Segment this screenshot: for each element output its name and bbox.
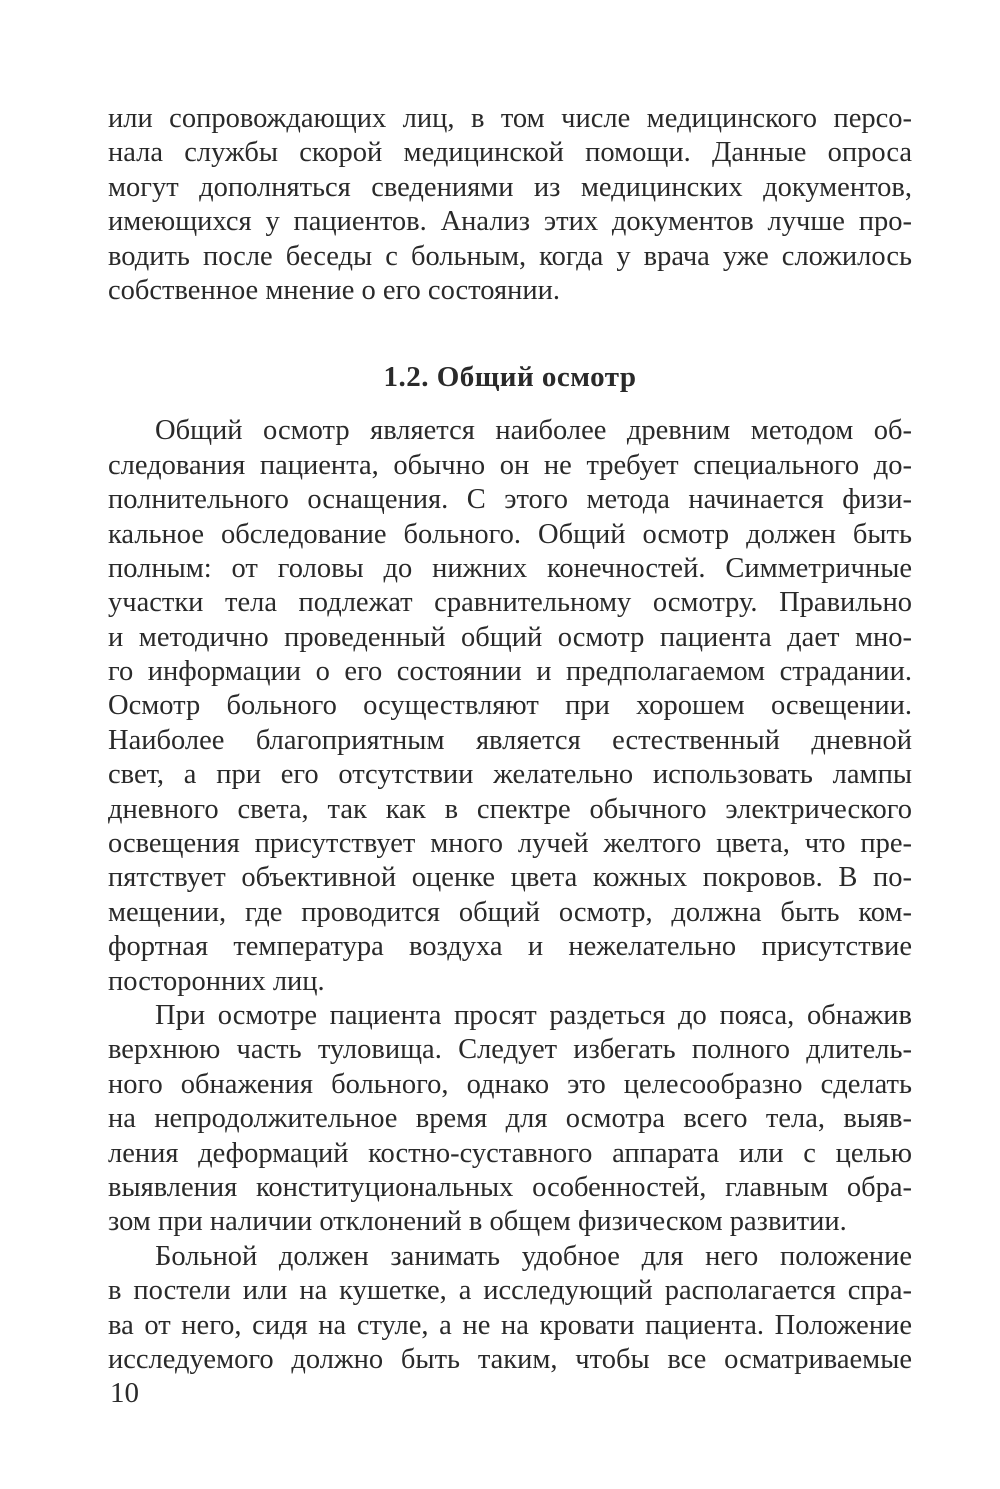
page-body bbox=[108, 102, 912, 1377]
text-line: ва от него, сидя на стуле, а не на кровати пациента. Положение bbox=[108, 1309, 912, 1341]
text-line: исследуемого должно быть таким, чтобы все осматриваемые bbox=[108, 1343, 912, 1375]
text-line: водить после беседы с больным, когда у врача уже сложилось bbox=[108, 240, 912, 272]
text-line: фортная температура воздуха и нежелательно присутствие bbox=[108, 931, 912, 963]
text-line: полнительного оснащения. С этого метода начинается физи- bbox=[108, 484, 912, 516]
text-line: мещении, где проводится общий осмотр, должна быть ком- bbox=[108, 896, 912, 928]
text-line: Наиболее благоприятным является естественный дневной bbox=[108, 724, 912, 756]
text-line: пятствует объективной оценке цвета кожных покровов. В по- bbox=[108, 862, 912, 894]
text-line: кальное обследование больного. Общий осмотр должен быть bbox=[108, 518, 912, 550]
text-line: Осмотр больного осуществляют при хорошем освещении. bbox=[108, 690, 912, 722]
page-number: 10 bbox=[110, 1377, 139, 1409]
text-line: посторонних лиц. bbox=[108, 965, 325, 997]
text-line: дневного света, так как в спектре обычного электрического bbox=[108, 793, 912, 825]
text-line: го информации о его состоянии и предполагаемом страдании. bbox=[108, 656, 912, 688]
paragraph-general-examination bbox=[108, 414, 912, 999]
text-line: освещения присутствует много лучей желтого цвета, что пре- bbox=[108, 828, 912, 860]
text-line: верхнюю часть туловища. Следует избегать полного длитель- bbox=[108, 1034, 912, 1066]
text-line: в постели или на кушетке, а исследующий располагается спра- bbox=[108, 1275, 912, 1307]
text-line: могут дополняться сведениями из медицинских документов, bbox=[108, 171, 912, 203]
text-line: ного обнажения больного, однако это целесообразно сделать bbox=[108, 1068, 912, 1100]
intro-paragraph bbox=[108, 102, 912, 308]
text-line: При осмотре пациента просят раздеться до пояса, обнажив bbox=[155, 999, 912, 1031]
text-line: участки тела подлежат сравнительному осмотру. Правильно bbox=[108, 587, 912, 619]
text-line: нала службы скорой медицинской помощи. Данные опроса bbox=[108, 137, 912, 169]
text-line: и методично проведенный общий осмотр пациента дает мно- bbox=[108, 621, 912, 653]
text-line: следования пациента, обычно он не требует специального до- bbox=[108, 449, 912, 481]
text-line: свет, а при его отсутствии желательно использовать лампы bbox=[108, 759, 912, 791]
text-line: имеющихся у пациентов. Анализ этих документов лучше про- bbox=[108, 206, 912, 238]
text-line: ления деформаций костно-суставного аппарата или с целью bbox=[108, 1137, 912, 1169]
text-line: Больной должен занимать удобное для него положение bbox=[155, 1240, 912, 1272]
text-line: выявления конституциональных особенностей, главным обра- bbox=[108, 1171, 912, 1203]
text-line: или сопровождающих лиц, в том числе медицинского персо- bbox=[108, 103, 912, 134]
text-line: Общий осмотр является наиболее древним методом об- bbox=[155, 415, 912, 447]
paragraph-undressing bbox=[108, 999, 912, 1240]
text-line: собственное мнение о его состоянии. bbox=[108, 274, 560, 306]
text-line: зом при наличии отклонений в общем физическом развитии. bbox=[108, 1206, 847, 1238]
section-heading: 1.2. Общий осмотр bbox=[383, 361, 637, 394]
paragraph-patient-position bbox=[108, 1240, 912, 1378]
text-line: полным: от головы до нижних конечностей. Симметричные bbox=[108, 552, 912, 584]
text-line: на непродолжительное время для осмотра всего тела, выяв- bbox=[108, 1103, 912, 1135]
